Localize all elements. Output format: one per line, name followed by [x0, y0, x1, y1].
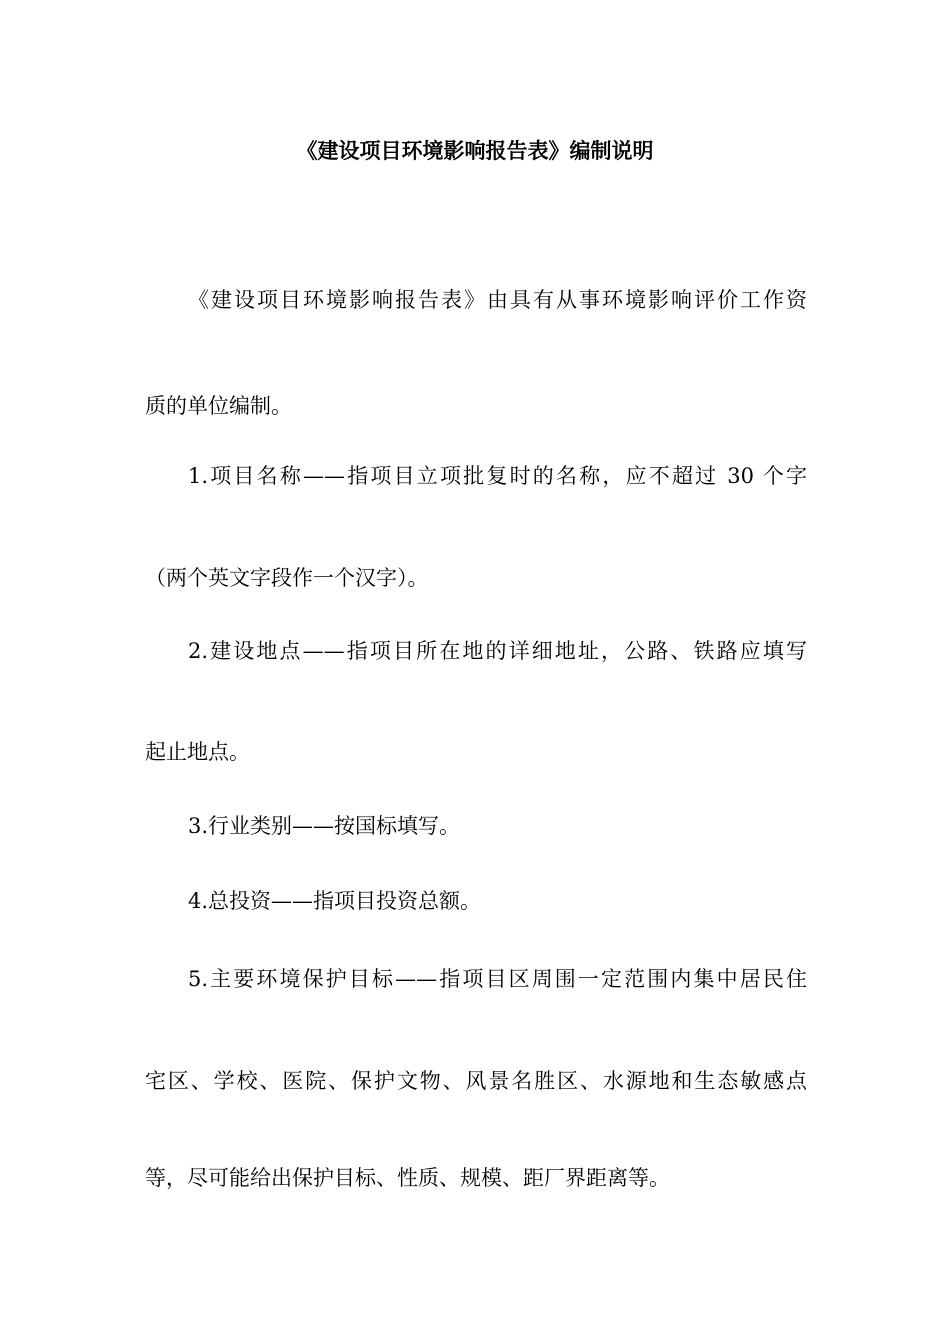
item-2-line-2: 起止地点。 — [145, 740, 250, 764]
item-1-line-2: （两个英文字段作一个汉字）。 — [145, 566, 429, 590]
item-4-line: 4.总投资——指项目投资总额。 — [188, 889, 482, 913]
intro-line-2: 质的单位编制。 — [145, 394, 292, 418]
item-5-line-1: 5.主要环境保护目标——指项目区周围一定范围内集中居民住 — [188, 967, 807, 991]
item-1-line-1: 1.项目名称——指项目立项批复时的名称，应不超过 30 个字 — [188, 464, 807, 488]
item-5-line-2: 宅区、学校、医院、保护文物、风景名胜区、水源地和生态敏感点 — [145, 1069, 807, 1093]
document-title: 《建设项目环境影响报告表》编制说明 — [296, 139, 654, 163]
intro-line-1: 《建设项目环境影响报告表》由具有从事环境影响评价工作资 — [188, 288, 807, 312]
item-3-line: 3.行业类别——按国标填写。 — [188, 814, 461, 838]
item-2-line-1: 2.建设地点——指项目所在地的详细地址，公路、铁路应填写 — [188, 639, 807, 663]
item-5-line-3: 等，尽可能给出保护目标、性质、规模、距厂界距离等。 — [145, 1166, 670, 1190]
